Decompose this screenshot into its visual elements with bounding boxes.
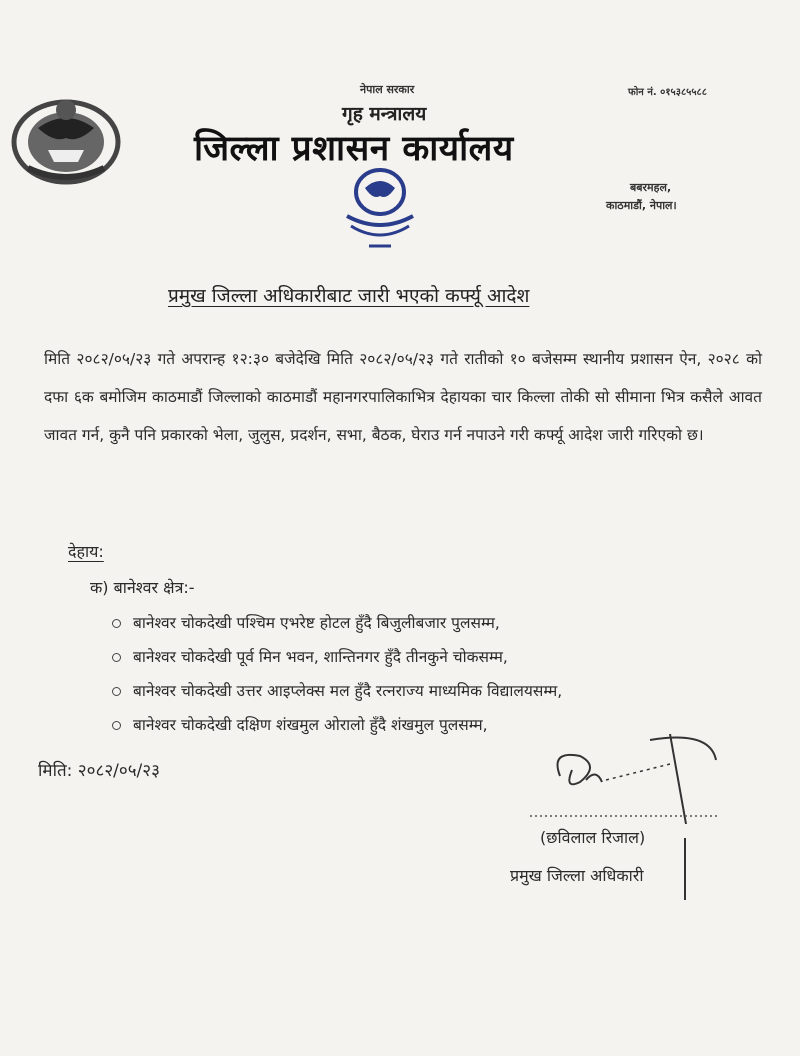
nepal-emblem-icon [8,88,126,188]
bullet-icon [112,619,121,628]
signatory-name: (छविलाल रिजाल) [540,828,646,847]
phone-number: फोन नं. ०१५३८५५८८ [628,87,707,98]
bullet-icon [112,687,121,696]
list-item: बानेश्वर चोकदेखी पूर्व मिन भवन, शान्तिनगर हुँदै तीनकुने चोकसम्म, [112,640,562,674]
bullet-icon [112,653,121,662]
list-item: बानेश्वर चोकदेखी उत्तर आइप्लेक्स मल हुँदै रत्नराज्य माध्यमिक विद्यालयसम्म, [112,674,562,708]
list-item: बानेश्वर चोकदेखी दक्षिण शंखमुल ओरालो हुँदै शंखमुल पुलसम्म, [112,708,562,742]
office-title: जिल्ला प्रशासन कार्यालय [194,129,514,169]
government-label: नेपाल सरकार [360,83,415,96]
office-stamp-icon [325,162,435,254]
issue-date: मिति: २०८२/०५/२३ [38,761,160,781]
address-line-1: बबरमहल, [630,181,672,194]
bullet-icon [112,721,121,730]
body-paragraph: मिति २०८२/०५/२३ गते अपरान्ह १२:३० बजेदेखि मिति २०८२/०५/२३ गते रातीको १० बजेसम्म स्थानीय प्रशासन ऐन, २०२८ को दफा ६क बमोजिम काठमाडौं जिल्लाको काठमाडौं महानगरपालिकाभित्र देहायका चार किल्ला तोकी सो सीमाना भित्र कसैले आवत जावत गर्न, कुनै पनि प्रकारको भेला, जुलुस, प्रदर्शन, सभा, बैठक, घेराउ गर्न नपाउने गरी कर्फ्यू आदेश जारी गरिएको छ। [44,350,762,444]
ministry-label: गृह मन्त्रालय [342,103,427,125]
address-line-2: काठमाडौं, नेपाल। [606,199,677,212]
area-heading: क) बानेश्वर क्षेत्र:- [90,578,195,597]
dehaya-label: देहाय: [68,542,104,561]
list-item: बानेश्वर चोकदेखी पश्चिम एभरेष्ट होटल हुँदै बिजुलीबजार पुलसम्म, [112,606,562,640]
signature-icon [520,720,740,830]
signatory-title: प्रमुख जिल्ला अधिकारी [510,866,644,885]
document-subject: प्रमुख जिल्ला अधिकारीबाट जारी भएको कर्फ्यू आदेश [168,285,530,307]
area-list [112,606,562,742]
signature-divider [684,838,686,900]
